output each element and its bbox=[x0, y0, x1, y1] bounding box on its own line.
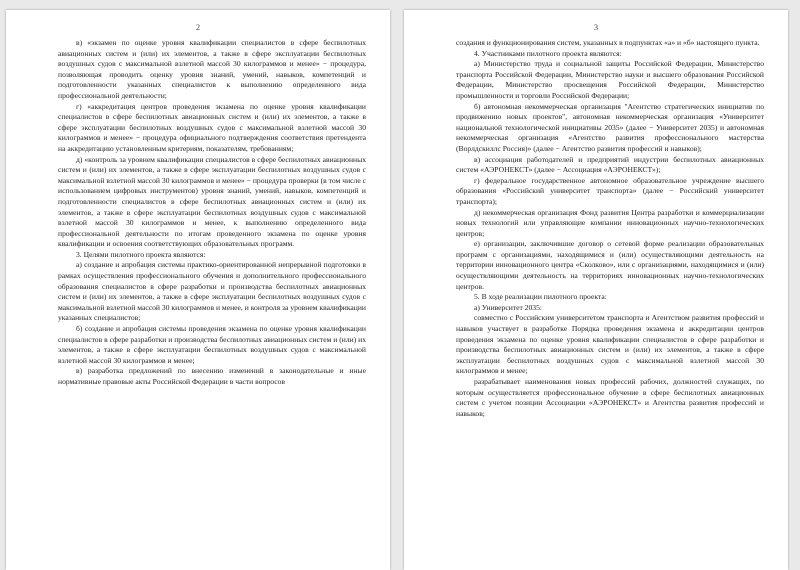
page-body bbox=[58, 38, 366, 388]
paragraph: а) Университет 2035: bbox=[474, 302, 542, 312]
page-number: 3 bbox=[593, 22, 599, 32]
section-heading: 5. В ходе реализации пилотного проекта: bbox=[474, 292, 607, 302]
paragraph: разрабатывает наименования новых профессий рабочих, должностей служащих, по которым осуществляется профессиональное обучение в сфере беспилотных авиационных систем с учетом позиции Ассоциации «АЭРОНЕКСТ» и Агентства развития профессий и навыков; bbox=[456, 377, 764, 418]
paragraph: создания и функционирования систем, указанных в подпунктах «а» и «б» настоящего пункта. bbox=[456, 38, 760, 47]
paragraph: в) «экзамен по оценке уровня квалификации специалистов в сфере беспилотных авиационных систем и (или) их элементов, а также в сфере эксплуатации беспилотных воздушных судов с максимальной взлетной массой 30 килограммов и менее» − процедура, позволяющая проводить оценку уровня знаний, умений, навыков, компетенций и подготовленности указанных специалистов к выполнению определенного вида профессиональной деятельности; bbox=[58, 38, 366, 100]
paragraph: а) Министерство труда и социальной защиты Российской Федерации, Министерство транспорта Российской Федерации, Министерство науки и высшего образования Российской Федерации, Министерство просвещения Российской Федерации, Министерство промышленности и торговли Российской Федерации; bbox=[456, 59, 764, 100]
page-body bbox=[456, 38, 764, 419]
paragraph: а) создание и апробация системы практико-ориентированной непрерывной подготовки в рамках осуществления профессионального обучения и дополнительного профессионального образования специалистов в сфере разработки и производства беспилотных авиационных систем и (или) их элементов, а также в сфере эксплуатации беспилотных воздушных судов с максимальной взлетной массой 30 килограммов и менее, и контроля за уровнем квалификации указанных специалистов; bbox=[58, 260, 366, 323]
document-page-right bbox=[404, 10, 788, 570]
paragraph: г) федеральное государственное автономное образовательное учреждение высшего образования «Российский университет транспорта» (далее − Российский университет транспорта); bbox=[456, 175, 764, 206]
paragraph: в) ассоциация работодателей и предприятий индустрии беспилотных авиационных систем «АЭРОНЕКСТ» (далее − Ассоциация «АЭРОНЕКСТ»); bbox=[456, 154, 764, 175]
paragraph: б) создание и апробация системы проведения экзамена по оценке уровня квалификации специалистов в сфере разработки и производства беспилотных авиационных систем и (или) их элементов, а также в сфере эксплуатации беспилотных воздушных судов с максимальной взлетной массой 30 килограммов и менее; bbox=[58, 324, 366, 365]
page-number: 2 bbox=[195, 22, 201, 32]
paragraph: д) «контроль за уровнем квалификации специалистов в сфере беспилотных авиационных систем и (или) их элементов, а также в сфере эксплуатации беспилотных воздушных судов с максимальной взлетной массой 30 килограммов и менее» − процедура проверки (в том числе с использованием цифровых инструментов) уровня знаний, умений, навыков, компетенций и подготовленности специалистов в сфере беспилотных авиационных систем и (или) их элементов, а также в сфере эксплуатации беспилотных воздушных судов с максимальной взлетной массой 30 килограммов и менее, к выполнению определенного вида профессиональной деятельности по итогам проведенного экзамена по оценке уровня квалификации и освоения соответствующих образовательных программ. bbox=[58, 154, 366, 249]
section-heading: 4. Участниками пилотного проекта являются: bbox=[474, 48, 622, 58]
document-page-left bbox=[6, 10, 390, 570]
paragraph: совместно с Российским университетом транспорта и Агентством развития профессий и навыков участвует в разработке Порядка проведения экзамена и аккредитации центров проведения экзамена по оценке уровня квалификации специалистов в сфере разработки и производства беспилотных авиационных систем и (или) их элементов, а также в сфере эксплуатации беспилотных воздушных судов с максимальной взлетной массой 30 килограммов и менее; bbox=[456, 313, 764, 376]
paragraph: е) организации, заключившие договор о сетевой форме реализации образовательных программ с организациями, находящимися и (или) осуществляющими деятельность на территории инновационного центра «Сколково», или с организациями, находящимися и (или) осуществляющими деятельность на территориях инновационных научно-технологических центров. bbox=[456, 239, 764, 291]
section-heading: 3. Целями пилотного проекта являются: bbox=[76, 249, 206, 259]
paragraph: б) автономная некоммерческая организация "Агентство стратегических инициатив по продвижению новых проектов", автономная некоммерческая организация «Университет национальной технологической инициативы 2035» (далее − Университет 2035) и автономная некоммерческая организация «Агентство развития профессионального мастерства (Ворлдскиллс Россия)» (далее − Агентство развития профессий и навыков); bbox=[456, 101, 764, 153]
paragraph: г) «аккредитация центров проведения экзамена по оценке уровня квалификации специалистов в сфере беспилотных авиационных систем и (или) их элементов, а также в сфере эксплуатации беспилотных воздушных судов с максимальной взлетной массой 30 килограммов и менее» − процедура официального подтверждения соответствия претендента на аккредитацию установленным критериям, показателям, требованиям; bbox=[58, 101, 366, 153]
paragraph: д) некоммерческая организация Фонд развития Центра разработки и коммерциализации новых технологий или управляющие компании инновационных научно-технологических центров; bbox=[456, 207, 764, 238]
paragraph: в) разработка предложений по внесению изменений в законодательные и иные нормативные правовые акты Российской Федерации в части вопросов bbox=[58, 366, 366, 386]
